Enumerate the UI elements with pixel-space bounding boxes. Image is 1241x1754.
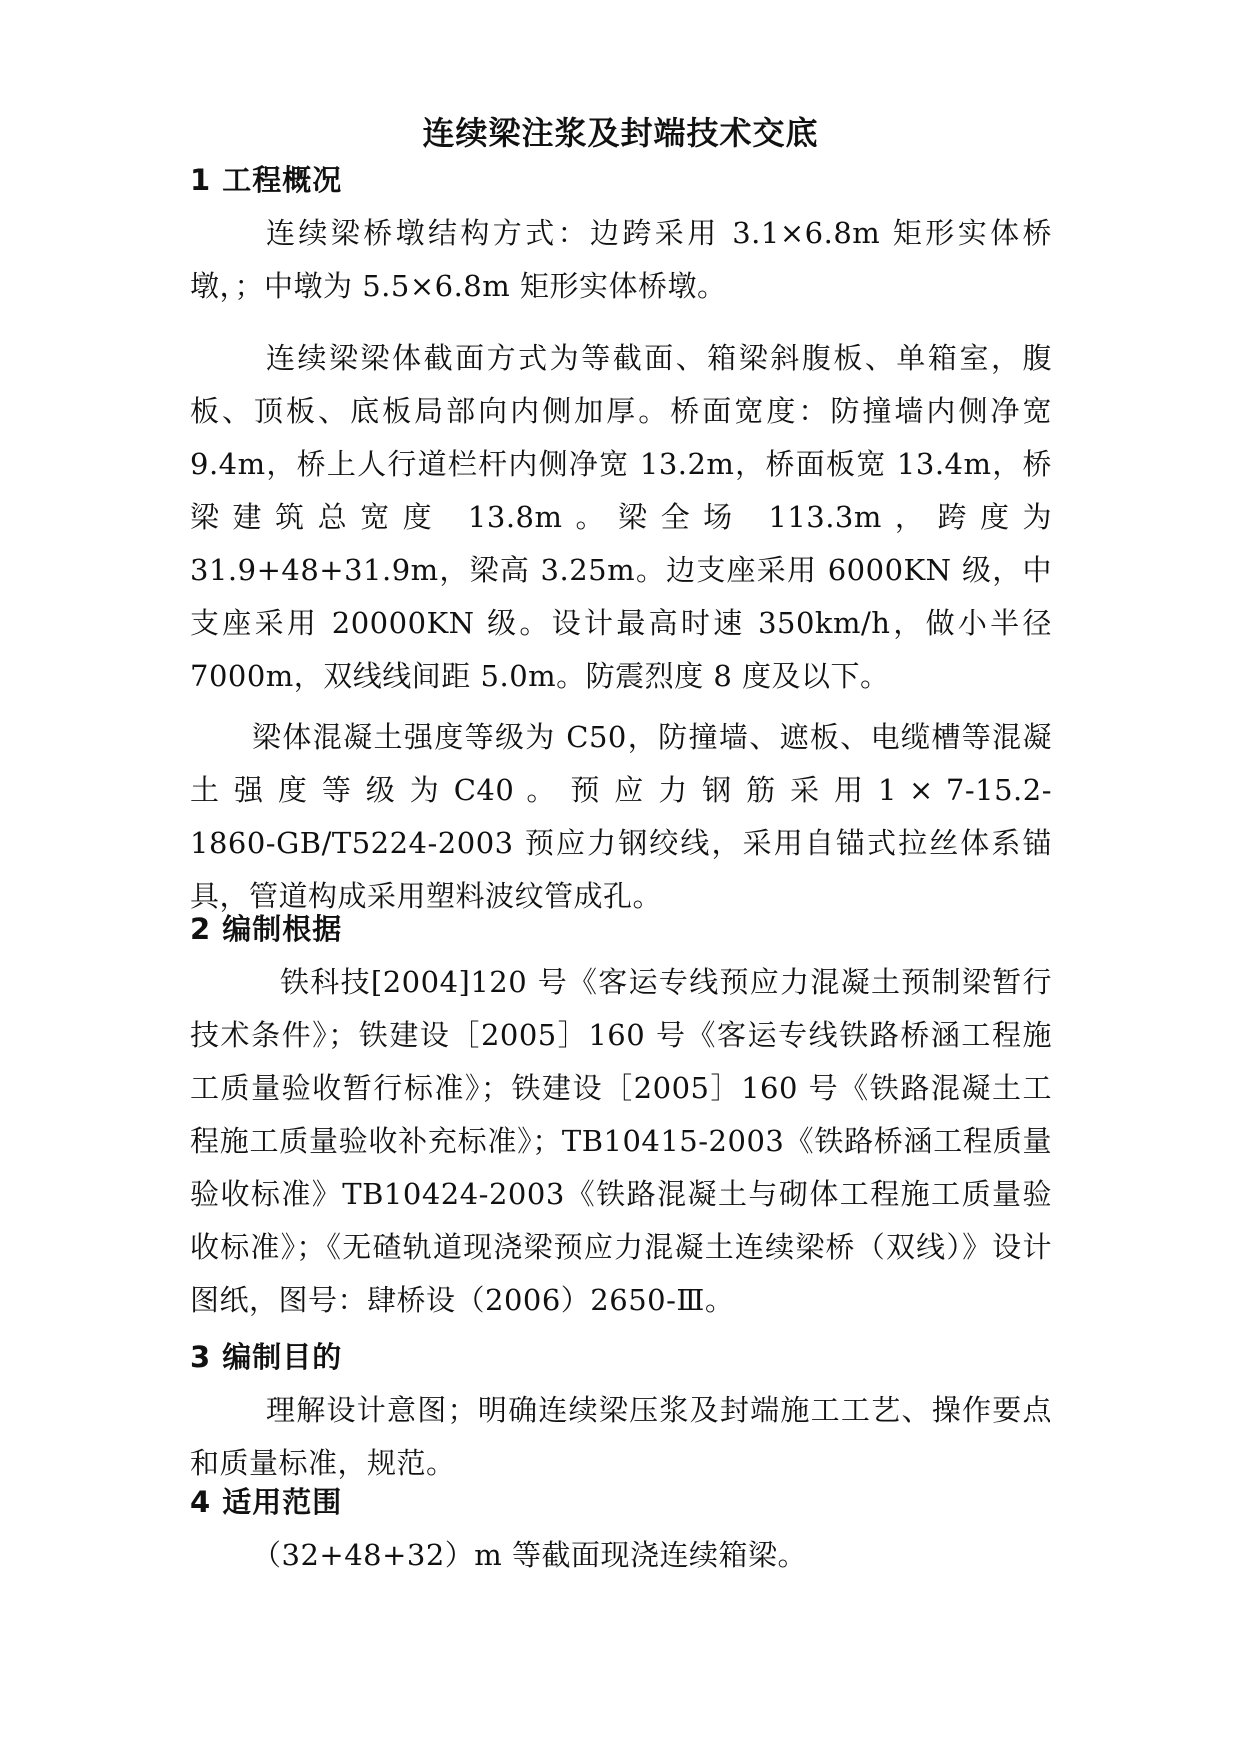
section-heading-scope: 4 适用范围 [190,1485,343,1519]
paragraph-beam-section: 连续梁梁体截面方式为等截面、箱梁斜腹板、单箱室，腹板、顶板、底板局部向内侧加厚。桥面宽度：防撞墙内侧净宽 9.4m，桥上人行道栏杆内侧净宽 13.2m，桥面板宽 13.4m，桥梁建筑总宽度 13.8m。梁全场 113.3m，跨度为 31.9+48+31.9m，梁高 3.25m。边支座采用 6000KN 级，中支座采用 20000KN 级。设计最高时速 350km/h，做小半径 7000m，双线线间距 5.0m。防震烈度 8 度及以下。 [190,341,1052,693]
section-heading-basis: 2 编制根据 [190,912,343,946]
paragraph-pier-structure: 连续梁桥墩结构方式：边跨采用 3.1×6.8m 矩形实体桥墩，；中墩为 5.5×6.8m 矩形实体桥墩。 [190,216,1052,303]
paragraph-scope: （32+48+32）m 等截面现浇连续箱梁。 [252,1538,808,1572]
paragraph-purpose: 理解设计意图；明确连续梁压浆及封端施工工艺、操作要点和质量标准，规范。 [190,1393,1052,1480]
paragraph-standards: 铁科技[2004]120 号《客运专线预应力混凝土预制梁暂行技术条件》；铁建设［2005］160 号《客运专线铁路桥涵工程施工质量验收暂行标准》；铁建设［2005］160 号《铁路混凝土工程施工质量验收补充标准》；TB10415-2003《铁路桥涵工程质量验收标准》TB10424-2003《铁路混凝土与砌体工程施工质量验收标准》；《无碴轨道现浇梁预应力混凝土连续梁桥（双线）》设计图纸，图号：肆桥设（2006）2650-Ⅲ。 [190,965,1052,1317]
paragraph-concrete-grade: 梁体混凝土强度等级为 C50，防撞墙、遮板、电缆槽等混凝土 强 度 等 级 为 C40 。 预 应 力 钢 筋 采 用 1 × 7-15.2-1860-GB/T5224-2003 预应力钢绞线，采用自锚式拉丝体系锚具，管道构成采用塑料波纹管成孔。 [190,720,1052,913]
section-heading-purpose: 3 编制目的 [190,1340,343,1374]
document-title: 连续梁注浆及封端技术交底 [422,114,819,152]
section-heading-overview: 1 工程概况 [190,163,343,197]
